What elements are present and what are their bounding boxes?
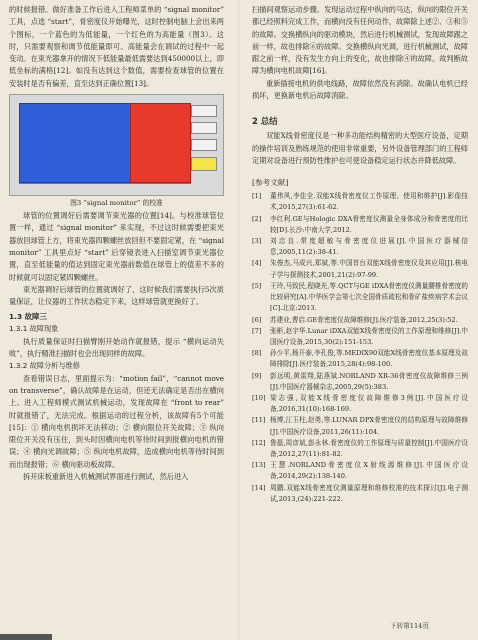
page-fold-shadow bbox=[236, 0, 242, 640]
reference-item bbox=[252, 236, 468, 258]
reference-text: 苏建业,曹启.GE骨密度仪故障维修[J].医疗装备,2012,25(3):52. bbox=[270, 315, 458, 324]
high-energy-bar bbox=[130, 103, 191, 183]
reference-text: 王玲,马致民,程晓光,等.QCT与GE iDXA骨密度仪测量腰椎骨密度的比较研究[A].中华医学会第七次全国骨质疏松和骨矿盐疾病学术会议[C].北京:2013. bbox=[270, 281, 468, 313]
reference-number: [13] bbox=[252, 461, 266, 470]
subheading-1-3-2: 1.3.2 故障分析与维修 bbox=[9, 361, 80, 371]
reference-text: 周鹏.双能X线骨密度仪测量原理和维修校准的技术探讨[J].电子测试,2013,(24):221-222. bbox=[270, 483, 468, 503]
reference-number: [11] bbox=[252, 416, 266, 425]
reference-text: 朱俊杰,马成兴,郑斌,等.中国首台双能X线骨密度仪及其应用[J].核电子学与探测技术,2001,21(2):97-99. bbox=[270, 259, 468, 279]
left-paragraph-6: 拆开床板重新进入机械测试界面进行测试，然后进入 bbox=[23, 472, 189, 482]
left-paragraph-4: 执行质量保证时扫描臂刚开始动作就报错，提示 “横向运动失败”，执行精准扫描时也会出现同样的故障。 bbox=[9, 336, 224, 359]
reference-text: 张彬,赵宇华.Lunar iDXA双能X线骨密度仪的工作原理和维修[J].中国医疗设备,2015,30(2):151-153. bbox=[270, 326, 468, 346]
figure-status-indicator bbox=[191, 157, 217, 171]
reference-item bbox=[252, 393, 468, 415]
reference-text: 李红利.GE与Hologic DXA骨密度仪测量全身体成分和骨密度的比较[D].长沙:中南大学,2012. bbox=[270, 214, 468, 234]
reference-item bbox=[252, 315, 468, 326]
left-paragraph-1: 的时候报错。做好准备工作后进入工程师菜单的 “signal monitor” 工具，点选 “start”，骨密度仪开始曝光，这时控制电脑上会出来两个图标，一个蓝色的为低能量，一个红色的为高能量（图3）。这时，只需要观察和调节低能量即可。高能量会在调试的过程中一起变动。在束光器拿开的情况下低能量最低需要达到450000以上，即低坐标的满格[12]。如没有达到这个数值，需要检查球管的位置在安装时是否有偏差，直至达到正确位置[13]。 bbox=[9, 5, 224, 88]
reference-text: 鲁磊,周彦斌,彭永林.骨密度仪的工作原理与质量控制[J].中国医疗设备,2012,27(11):81-82. bbox=[270, 438, 468, 458]
reference-number: [12] bbox=[252, 438, 266, 447]
reference-item bbox=[252, 438, 468, 460]
reference-text: 董伟风,李佳全.双能X线骨密度仪工作原理、使用和维护[J].影像技术,2015,27(3):61-62. bbox=[270, 192, 468, 212]
low-energy-bar bbox=[19, 103, 133, 183]
reference-number: [1] bbox=[252, 192, 262, 201]
section-heading-2: 2 总结 bbox=[252, 116, 278, 127]
reference-text: 刘忠良.常度超敏与骨密度仪进展[J].中国医疗器械信息,2005,11(2):38-41. bbox=[270, 237, 468, 257]
section-heading-1-3: 1.3 故障三 bbox=[9, 312, 47, 322]
figure-caption: 图3 “signal monitor” 的校准 bbox=[70, 199, 163, 208]
references-list bbox=[252, 191, 468, 505]
reference-item bbox=[252, 326, 468, 348]
reference-text: 彭远明,黄雷翔,陆燕斌.NORLAND XR-36骨密度仪故障维修三例[J].中国医疗器械杂志,2005,29(5):383. bbox=[270, 371, 468, 391]
signal-monitor-figure bbox=[9, 94, 224, 196]
figure-button bbox=[191, 139, 217, 151]
reference-item bbox=[252, 371, 468, 393]
reference-number: [14] bbox=[252, 483, 266, 492]
references-title: [参考文献] bbox=[252, 178, 289, 188]
left-column bbox=[9, 4, 224, 483]
figure-axis bbox=[19, 183, 191, 189]
reference-item bbox=[252, 348, 468, 370]
figure-control-panel bbox=[191, 105, 217, 183]
reference-item bbox=[252, 460, 468, 482]
reference-number: [10] bbox=[252, 393, 266, 402]
left-paragraph-5: 查看错误日志，里面提示为：“motion fail”，“cannot move on transverse”，确认故障是在运动，但还无法确定是否出在横向上。进入工程师模式测试机械运动，发现故障在 “front to rear” 时就报错了，无法完成。根据运动的过程分析，该故障有5个可能[15]：① 横向电机损坏无法移动；② 横向限位开关故障；③ 纵向限位开关没有压住，到头时因横向电机等待时间到报横向电机的错误；④ 横向光调故障；⑤ 纵向电机故障，造成横向电机等待时间到而出现报错；⑥ 横向驱动板故障。 bbox=[9, 373, 224, 469]
continuation-note: 下转第114页 bbox=[390, 622, 429, 630]
reference-number: [3] bbox=[252, 237, 262, 246]
reference-number: [6] bbox=[252, 315, 262, 324]
left-paragraph-3: 束光器调好后球管的位置就调好了，这时候我们需要执行5次质量保证，让仪器的工作状态稳定下来，这样球管就更换好了。 bbox=[9, 284, 224, 307]
right-paragraph-2: 重新插接电机的供电线路，故障依然没有消除。故确认电机已经损坏，更换新电机后故障消除。 bbox=[252, 78, 468, 101]
reference-item bbox=[252, 281, 468, 315]
figure-button bbox=[191, 122, 217, 134]
reference-number: [7] bbox=[252, 326, 262, 335]
reference-item bbox=[252, 415, 468, 437]
right-paragraph-3: 双能X线骨密度仪是一种多功能结构精密的大型医疗设备，定期的操作培训及熟练规范的使用非常重要，另外设备管理部门的工程师定期对设备进行预防性维护也可使设备稳定运行状态并降低故障。 bbox=[252, 131, 468, 165]
reference-number: [5] bbox=[252, 281, 262, 290]
reference-item bbox=[252, 191, 468, 213]
figure-button bbox=[191, 105, 217, 117]
reference-number: [2] bbox=[252, 214, 262, 223]
reference-number: [9] bbox=[252, 371, 262, 380]
reference-item bbox=[252, 483, 468, 505]
reference-number: [4] bbox=[252, 259, 262, 268]
reference-item bbox=[252, 214, 468, 236]
reference-item bbox=[252, 258, 468, 280]
left-paragraph-2: 球管的位置调好后需要调节束光器的位置[14]。与校准球管位置一样，通过 “signal monitor” 来实现，不过这时候需要把束光器放回球管上方，将束光器四颗螺丝放回但不要固定紧，在 “signal monitor” 工具里点好 “start” 后穿镜表进入扫描室调节束光器位置，直至低能量的值达到固定束光器前数值在球管上的值差不多的时候就可以固定紧四颗螺丝。 bbox=[9, 211, 224, 282]
right-paragraph-1: 扫描间观察运动步骤。发现运动过程中纵向的马达，纵向的限位开关都已经照料完成工作，而横向没有任何动作，故障除上述②、③和⑤的故障。交换横纵向的驱动模块，然后进行机械测试，发现故障跟之前一样，故也排除⑥的故障。交换横纵向光调，进行机械测试，故障跟之前一样，没有发生方向上的变化，故也排除④的故障。故判断故障为横向电机故障[16]。 bbox=[252, 5, 468, 76]
page-edge-mark bbox=[0, 634, 52, 640]
reference-text: 杨博,江玉柱,赵勇,等.LUNAR DPX骨密度仪的结构原理与故障维修[J].中国医疗设备,2011,26(11):104. bbox=[270, 416, 468, 436]
subheading-1-3-1: 1.3.1 故障现象 bbox=[9, 324, 59, 334]
right-column bbox=[252, 4, 468, 505]
reference-text: 孙少平,杨开泰,李孔俊,等.MEDIX90双能X线骨密度仪基本原理及故障排除[J].医疗装备,2015,28(4):98-100. bbox=[270, 349, 468, 369]
reference-number: [8] bbox=[252, 349, 262, 358]
reference-text: 梁志强,双能X线骨密度仪故障维修3例[J].中国医疗设备,2016,31(10):168-169. bbox=[270, 393, 468, 414]
reference-text: 王慧.NORLAND骨密度仪X射线源维修[J].中国医疗设备,2014,29(2):138-140. bbox=[270, 461, 468, 481]
